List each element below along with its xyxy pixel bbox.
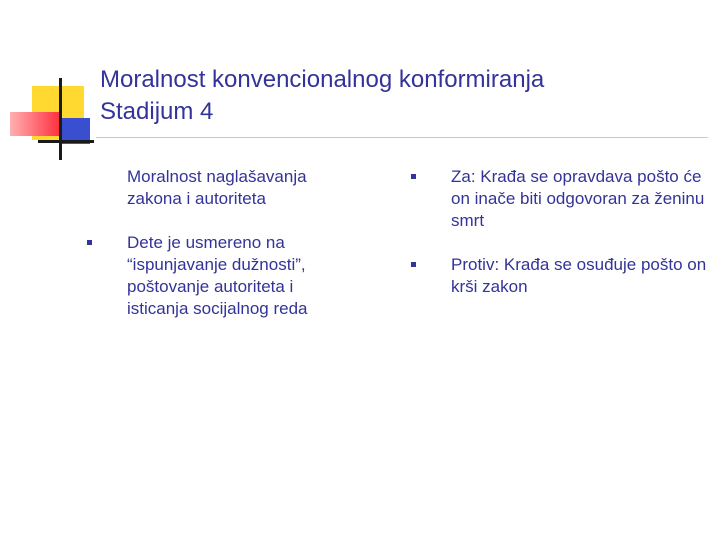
bullet-square-icon bbox=[87, 240, 92, 245]
right-column bbox=[411, 166, 711, 298]
decorative-vertical-line bbox=[59, 78, 62, 160]
list-item bbox=[87, 232, 347, 320]
list-item-protiv bbox=[411, 254, 711, 298]
item-text: Krađa se opravdava pošto će on inače biti odgovoran za ženinu smrt bbox=[451, 167, 705, 230]
slide-title-line-1: Moralnost konvencionalnog konformiranja bbox=[100, 66, 545, 93]
bullet-square-icon bbox=[411, 174, 416, 179]
list-item-za bbox=[411, 166, 711, 232]
intro-text: Moralnost naglašavanja zakona i autoriteta bbox=[127, 167, 307, 208]
slide-title-line-2: Stadijum 4 bbox=[100, 98, 214, 125]
intro-item bbox=[87, 166, 347, 210]
slide-title bbox=[100, 64, 544, 128]
bullet-text: Dete je usmereno na “ispunjavanje dužnosti”, poštovanje autoriteta i isticanja socijalnog reda bbox=[127, 233, 308, 318]
bullet-square-icon bbox=[411, 262, 416, 267]
title-underline bbox=[96, 137, 708, 138]
left-column bbox=[87, 166, 347, 320]
item-text: Krađa se osuđuje pošto on krši zakon bbox=[451, 255, 707, 296]
decorative-red-bar bbox=[10, 112, 60, 136]
decorative-horizontal-line bbox=[38, 140, 94, 143]
item-label: Protiv: bbox=[451, 255, 500, 274]
item-label: Za: bbox=[451, 167, 476, 186]
